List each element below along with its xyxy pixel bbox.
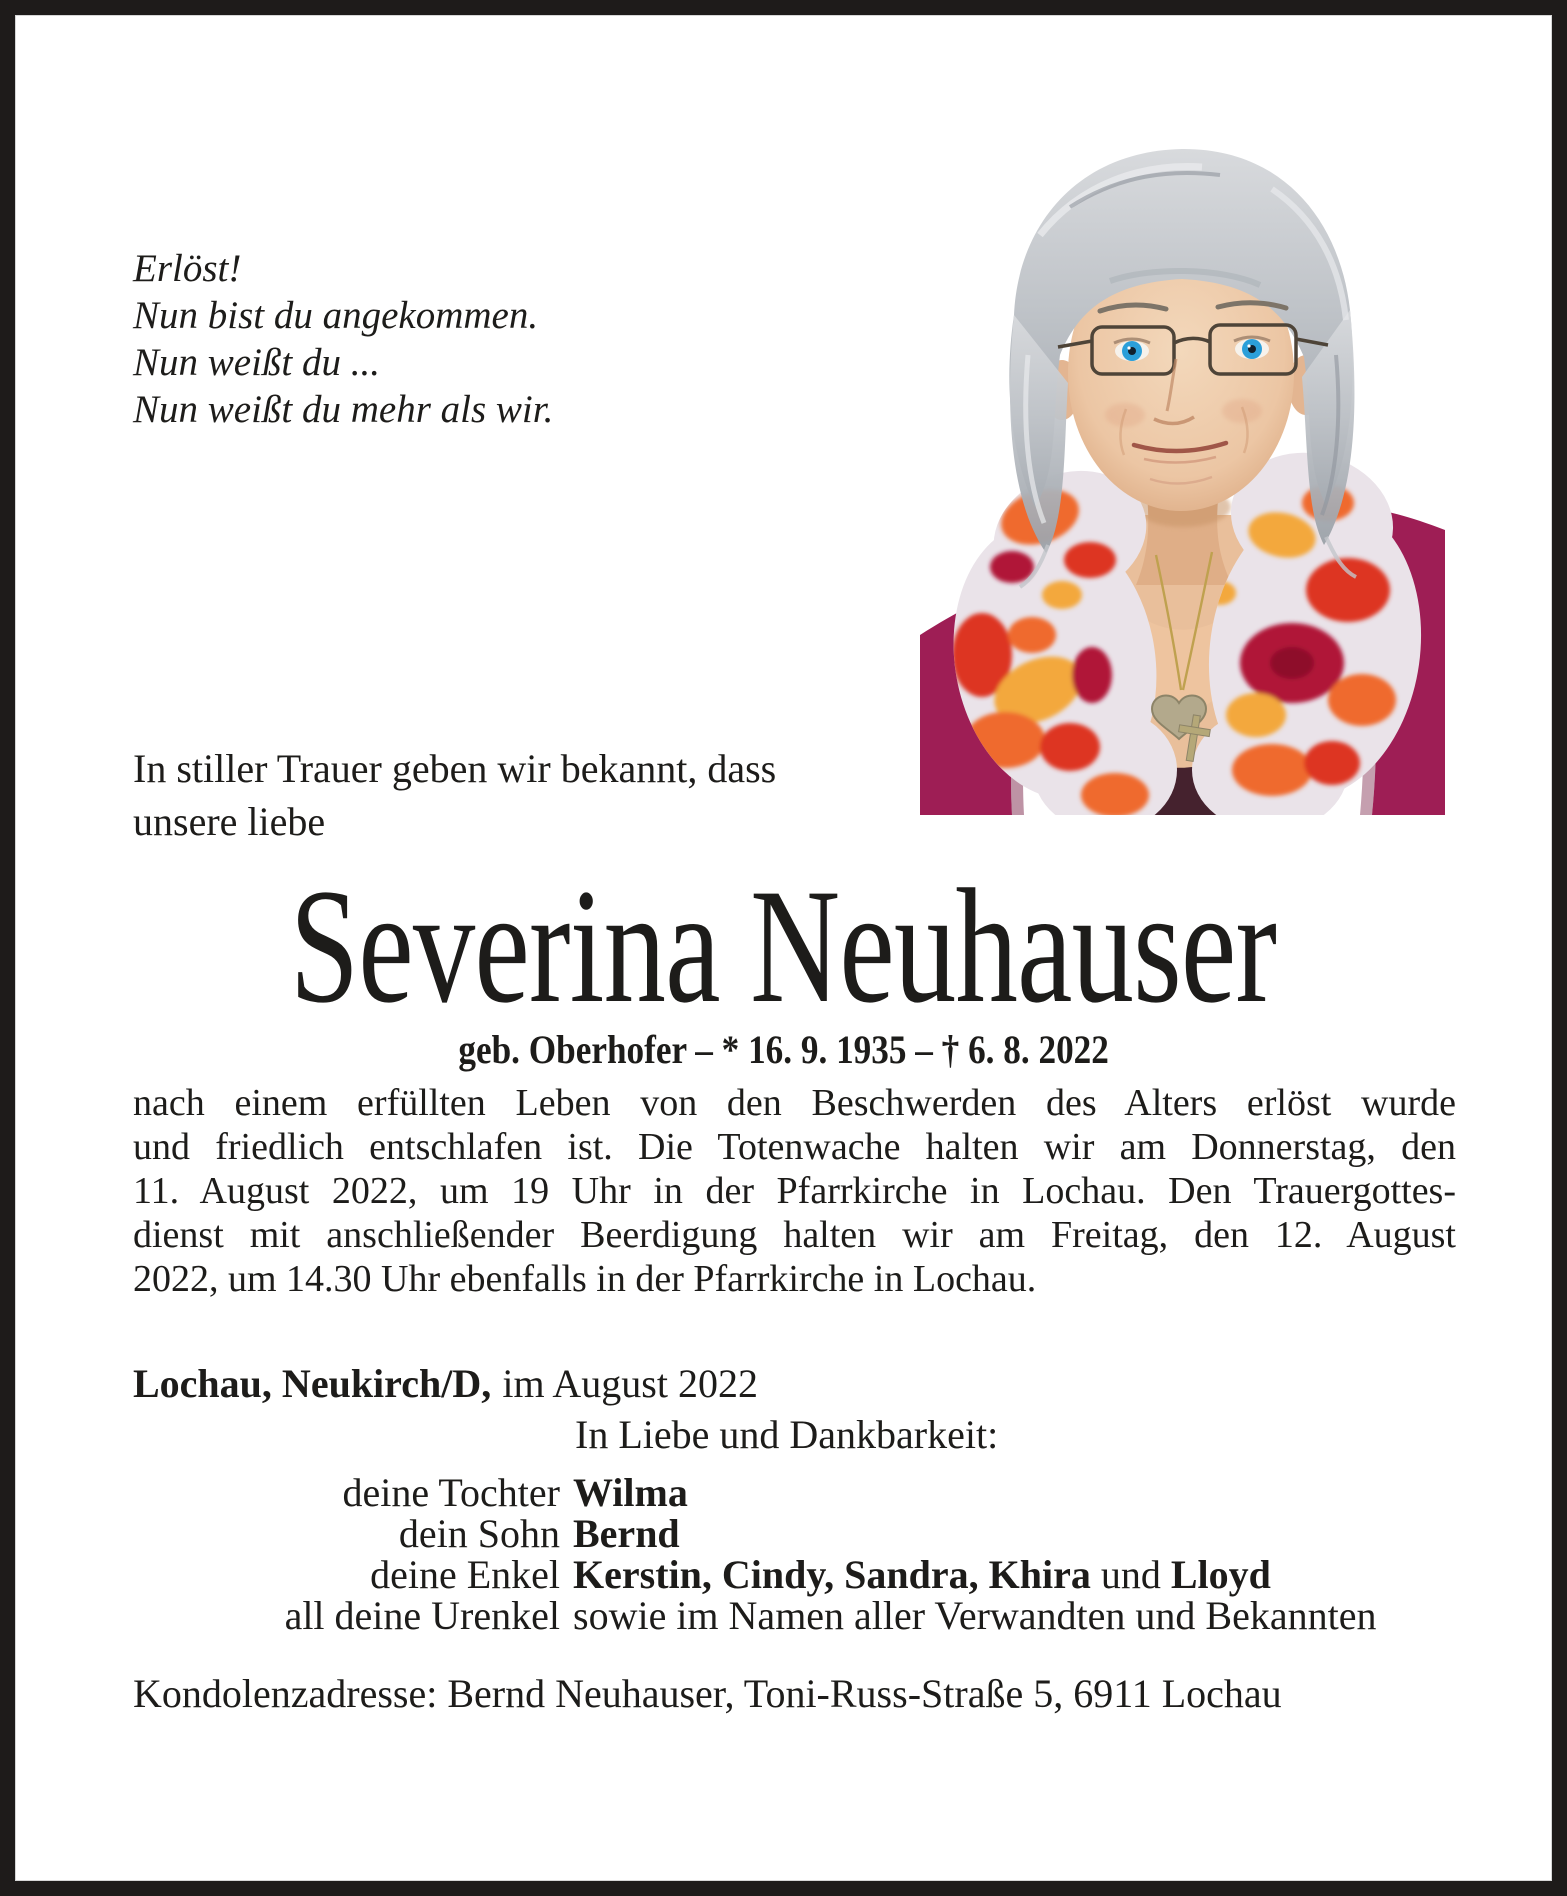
portrait-photo	[920, 115, 1445, 815]
family-names	[573, 1513, 1473, 1554]
family-relation-label: deine Tochter	[342, 1470, 560, 1515]
announcement	[133, 742, 776, 848]
deceased-name-text: Severina Neuhauser	[290, 856, 1277, 1037]
announcement-line: In stiller Trauer geben wir bekannt, dass	[133, 746, 777, 791]
family-note-text: sowie im Namen aller Verwandten und Bekannten	[573, 1593, 1377, 1638]
family-note	[573, 1595, 1473, 1636]
family-connector: und	[1090, 1552, 1171, 1597]
portrait-photo-illustration	[920, 115, 1445, 815]
poem	[133, 245, 553, 433]
poem-line: Nun weißt du mehr als wir.	[133, 388, 554, 431]
obituary-line: 11. August 2022, um 19 Uhr in der Pfarrkirche in Lochau. Den Trauergottes-	[133, 1170, 1456, 1212]
family-name: Wilma	[573, 1470, 688, 1515]
dateline-place: Lochau, Neukirch/D,	[133, 1361, 492, 1406]
obituary-paragraph	[133, 1081, 1456, 1301]
family-name: Bernd	[573, 1511, 680, 1556]
obituary-line: 2022, um 14.30 Uhr ebenfalls in der Pfarrkirche in Lochau.	[133, 1258, 1037, 1300]
dateline-date: im August 2022	[502, 1361, 758, 1406]
family-relation-label: all deine Urenkel	[284, 1593, 560, 1638]
family-name: Lloyd	[1170, 1552, 1271, 1597]
poem-line: Nun bist du angekommen.	[133, 294, 539, 337]
dateline	[133, 1360, 758, 1408]
poem-line: Nun weißt du ...	[133, 341, 381, 384]
obituary-line: dienst mit anschließender Beerdigung halten wir am Freitag, den 12. August	[133, 1214, 1456, 1256]
condolence-address: Kondolenzadresse: Bernd Neuhauser, Toni-Russ-Straße 5, 6911 Lochau	[133, 1671, 1282, 1716]
obituary-line: und friedlich entschlafen ist. Die Totenwache halten wir am Donnerstag, den	[133, 1126, 1456, 1168]
family-list	[108, 1472, 1473, 1636]
birth-death-line	[15, 1027, 1552, 1082]
family-relation-label: deine Enkel	[370, 1552, 560, 1597]
obituary-line: nach einem erfüllten Leben von den Beschwerden des Alters erlöst wurde	[133, 1082, 1456, 1124]
family-relation-label: dein Sohn	[398, 1511, 560, 1556]
obituary-page	[15, 15, 1552, 1881]
birth-death-text: geb. Oberhofer – * 16. 9. 1935 – † 6. 8. 2022	[458, 1027, 1109, 1072]
family-name: Kerstin, Cindy, Sandra, Khira	[573, 1552, 1091, 1597]
closing-line: In Liebe und Dankbarkeit:	[575, 1412, 999, 1457]
family-names	[573, 1472, 1473, 1513]
family-names	[573, 1554, 1473, 1595]
poem-line: Erlöst!	[133, 247, 242, 290]
announcement-line: unsere liebe	[133, 799, 326, 844]
